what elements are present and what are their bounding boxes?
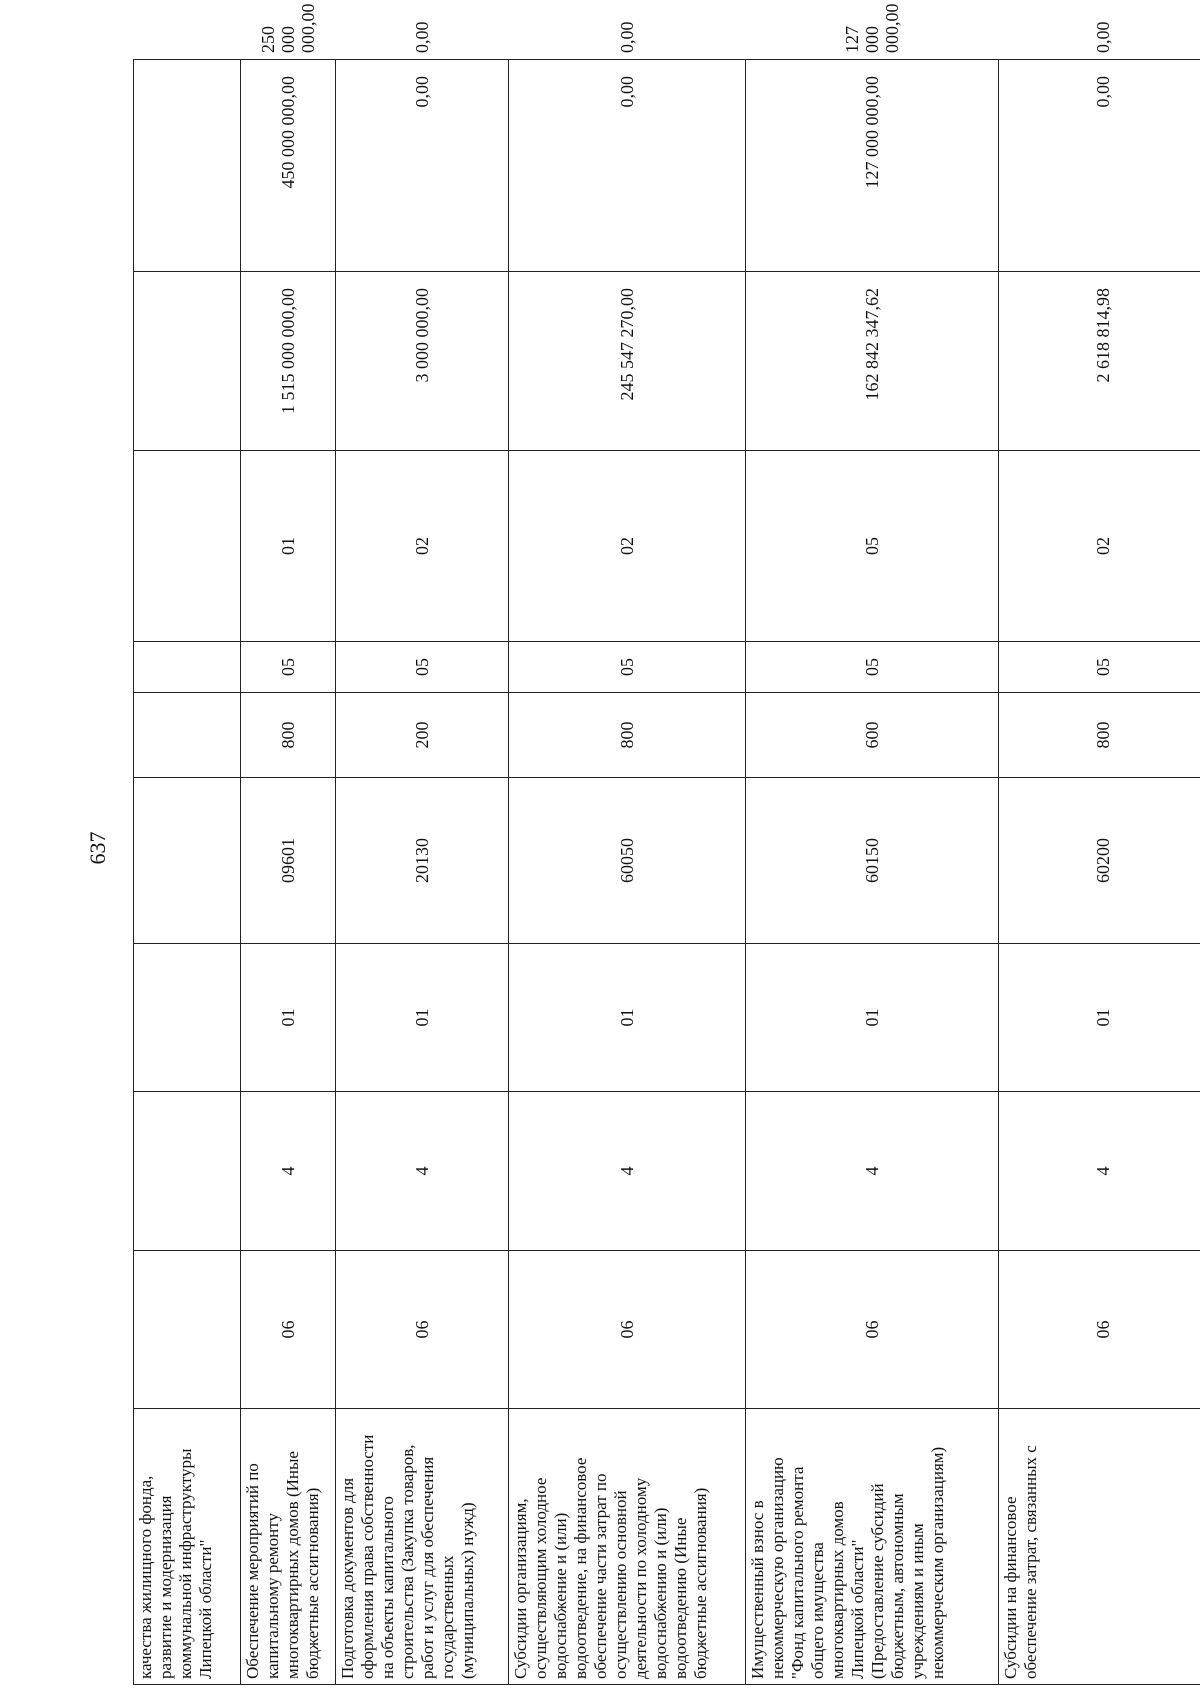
amount-year1-cell: 1 515 000 000,00 [241,272,336,451]
description-cell: Имущественный взнос в некоммерческую организацию "Фонд капитального ремонта общего имущества многоквартирных домов Липецкой области" (Предоставление субсидий бюджетным, автономным учреждениям и иным некоммерческим организациям) [746,1409,999,1685]
direction-code-cell: 20130 [336,778,509,944]
subchapter-code-cell [134,451,241,642]
subchapter-code-cell: 05 [746,451,999,642]
amount-year1-cell [134,272,241,451]
section-code-cell: 06 [509,1251,746,1409]
amount-year2-cell: 0,00 [336,60,509,272]
description-cell: Обеспечение мероприятий по капитальному ремонту многоквартирных домов (Иные бюджетные ассигнования) [241,1409,336,1685]
expense-type-cell: 800 [241,693,336,778]
event-code-cell: 01 [999,944,1200,1092]
event-code-cell: 01 [746,944,999,1092]
subchapter-code-cell: 02 [999,451,1200,642]
event-code-cell [134,944,241,1092]
description-cell: Субсидии на финансовое обеспечение затрат, связанных с [999,1409,1200,1685]
amount-year2-cell: 0,00 [509,60,746,272]
description-cell: Субсидии организациям, осуществляющим холодное водоснабжение и (или) водоотведение, на финансовое обеспечение части затрат по осуществлению основной деятельности по холодному водоснабжению и (или) водоотведению (Иные бюджетные ассигнования) [509,1409,746,1685]
direction-code-cell: 60150 [746,778,999,944]
amount-year2-cell: 0,00 [999,60,1200,272]
section-code-cell: 06 [336,1251,509,1409]
event-code-cell: 01 [241,944,336,1092]
event-code-cell: 01 [336,944,509,1092]
amount-year2-cell: 127 000 000,00 [746,60,999,272]
table-row [134,60,241,1685]
section-code-cell: 06 [999,1251,1200,1409]
subchapter-code-cell: 01 [241,451,336,642]
subprogram-code-cell: 4 [336,1092,509,1251]
amount-year1-cell: 245 547 270,00 [509,272,746,451]
amount-year2-cell: 450 000 000,00 [241,60,336,272]
budget-table [133,3,1200,1685]
table-row: Имущественный взнос в некоммерческую организацию "Фонд капитального ремонта общего имущества многоквартирных домов Липецкой области" (Предоставление субсидий бюджетным, автономным учреждениям и иным некоммерческим организациям) 06 4 01 60150 600 05 05 162 842 347,62 127 000 000,00 127 000 000,00 [746,60,999,1685]
section-code-cell: 06 [746,1251,999,1409]
direction-code-cell: 09601 [241,778,336,944]
section-code-cell [134,1251,241,1409]
section-code-cell: 06 [241,1251,336,1409]
direction-code-cell: 60200 [999,778,1200,944]
subprogram-code-cell: 4 [999,1092,1200,1251]
amount-year1-cell: 2 618 814,98 [999,272,1200,451]
chapter-code-cell [134,642,241,693]
expense-type-cell: 600 [746,693,999,778]
subprogram-code-cell [134,1092,241,1251]
chapter-code-cell: 05 [999,642,1200,693]
expense-type-cell: 800 [999,693,1200,778]
expense-type-cell: 200 [336,693,509,778]
page-number: 637 [85,831,110,865]
description-cell: качества жилищного фонда, развитие и модернизация коммунальной инфраструктуры Липецкой области" [134,1409,241,1685]
chapter-code-cell: 05 [336,642,509,693]
table-row: Подготовка документов для оформления права собственности на объекты капитального строительства (Закупка товаров, работ и услуг для обеспечения государственных (муниципальных) нужд) 06 4 01 20130 200 05 02 3 000 000,00 0,00 0,00 [336,60,509,1685]
table-row: Субсидии организациям, осуществляющим холодное водоснабжение и (или) водоотведение, на финансовое обеспечение части затрат по осуществлению основной деятельности по холодному водоснабжению и (или) водоотведению (Иные бюджетные ассигнования) 06 4 01 60050 800 05 02 245 547 270,00 0,00 0,00 [509,60,746,1685]
chapter-code-cell: 05 [241,642,336,693]
table-row: Обеспечение мероприятий по капитальному ремонту многоквартирных домов (Иные бюджетные ассигнования) 06 4 01 09601 800 05 01 1 515 000 000,00 450 000 000,00 250 000 000,00 [241,60,336,1685]
subprogram-code-cell: 4 [746,1092,999,1251]
subprogram-code-cell: 4 [509,1092,746,1251]
chapter-code-cell: 05 [746,642,999,693]
subchapter-code-cell: 02 [509,451,746,642]
table-row: Субсидии на финансовое обеспечение затрат, связанных с 06 4 01 60200 800 05 02 2 618 814,98 0,00 0,00 [999,60,1200,1685]
description-cell: Подготовка документов для оформления права собственности на объекты капитального строительства (Закупка товаров, работ и услуг для обеспечения государственных (муниципальных) нужд) [336,1409,509,1685]
event-code-cell: 01 [509,944,746,1092]
chapter-code-cell: 05 [509,642,746,693]
subprogram-code-cell: 4 [241,1092,336,1251]
rotated-table-container [133,3,1200,1685]
direction-code-cell: 60050 [509,778,746,944]
direction-code-cell [134,778,241,944]
amount-year1-cell: 3 000 000,00 [336,272,509,451]
expense-type-cell [134,693,241,778]
amount-year2-cell [134,60,241,272]
expense-type-cell: 800 [509,693,746,778]
subchapter-code-cell: 02 [336,451,509,642]
amount-year1-cell: 162 842 347,62 [746,272,999,451]
